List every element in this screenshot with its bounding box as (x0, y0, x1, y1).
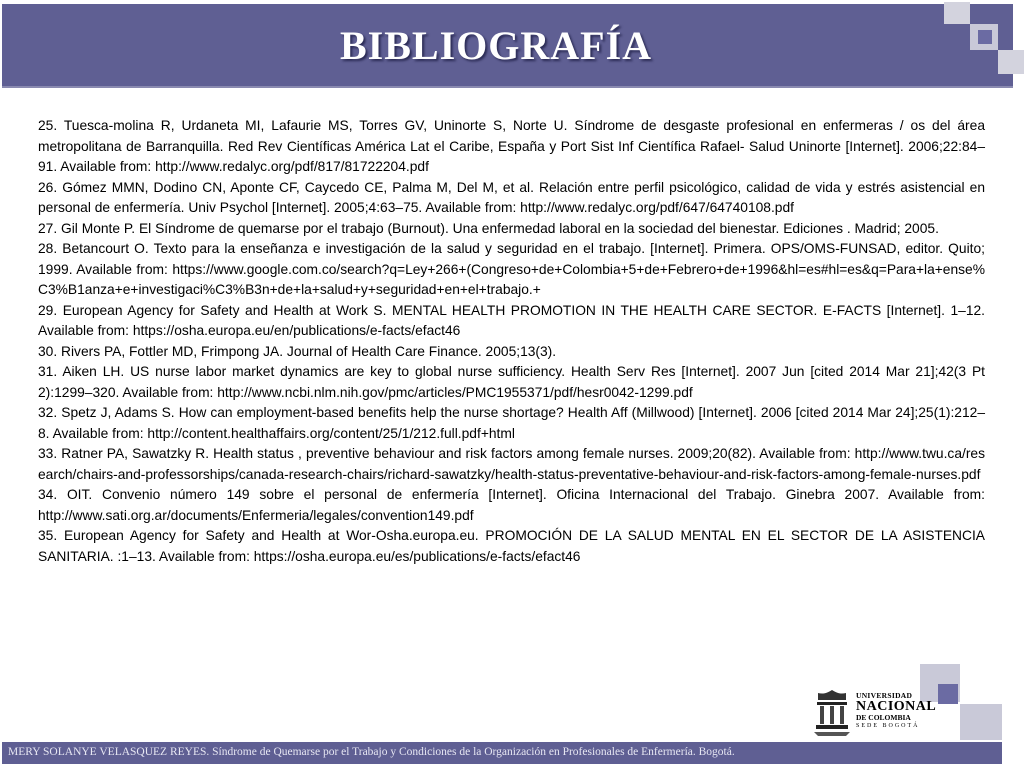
slide-title: BIBLIOGRAFÍA (339, 23, 653, 68)
decor-square (998, 50, 1024, 74)
university-logo (812, 688, 942, 738)
logo-line: NACIONAL (856, 698, 937, 714)
footer-bar (2, 742, 1002, 764)
reference-item: 25. Tuesca-molina R, Urdaneta MI, Lafaurie MS, Torres GV, Uninorte S, Norte U. Síndrome de desgaste profesional en enfermeras / os del área metropolitana de Barranquilla. Red Rev Científicas América Lat el Caribe, España y Port Sist Inf Científica Rafael- Salud Uninorte [Internet]. 2006;22:84–91. Available from: http://www.redalyc.org/pdf/817/81722204.pdf (38, 118, 985, 174)
decor-square (960, 704, 1002, 740)
logo-line: DE COLOMBIA (856, 712, 911, 722)
reference-item: 32. Spetz J, Adams S. How can employment-based benefits help the nurse shortage? Health Aff (Millwood) [Internet]. 2006 [cited 2014 Mar 24];25(1):212–8. Available from: http://content.healthaffairs.org/content/25/1/212.full.pdf+html (38, 405, 985, 441)
reference-url: https://www.google.com.co/search?q=Ley+266+(Congreso+de+Colombia+5+de+Febrero+de+1996&hl=es#hl=es&q=Para+la+ense%C3%B1anza+e+investigaci%C3%B3n+de+la+salud+y+seguridad+en+el+trabajo.+ (38, 261, 985, 297)
reference-url: http://www.twu.ca/research/chairs-and-professorships/canada-research-chairs/richard-sawatzky/health-status-preventative-behaviour-and-risk-factors-among-female-nurses.pdf (38, 446, 985, 482)
reference-item: 35. European Agency for Safety and Health at Wor-Osha.europa.eu. PROMOCIÓN DE LA SALUD MENTAL EN EL SECTOR DE LA ASISTENCIA SANITARIA. :1–13. Available from: https://osha.europa.eu/es/publications/e-facts/efact46 (38, 528, 985, 564)
reference-item: 34. OIT. Convenio número 149 sobre el personal de enfermería [Internet]. Oficina Internacional del Trabajo. Ginebra 2007. Available from: http://www.sati.org.ar/documents/Enfermeria/legales/convention149.pdf (38, 487, 985, 523)
title-bar (2, 4, 1013, 88)
decor-square (944, 2, 970, 24)
coat-of-arms-icon (812, 688, 852, 736)
footer-text: MERY SOLANYE VELASQUEZ REYES. Síndrome de Quemarse por el Trabajo y Condiciones de la Organización en Profesionales de Enfermería. Bogotá. (8, 746, 735, 758)
bibliography-list (38, 116, 985, 567)
logo-line: SEDE BOGOTÁ (856, 723, 920, 729)
reference-item: 26. Gómez MMN, Dodino CN, Aponte CF, Caycedo CE, Palma M, Del M, et al. Relación entre perfil psicológico, calidad de vida y estrés asistencial en personal de enfermería. Univ Psychol [Internet]. 2005;4:63–75. Available from: http://www.redalyc.org/pdf/647/64740108.pdf (38, 179, 985, 215)
reference-item: 27. Gil Monte P. El Síndrome de quemarse por el trabajo (Burnout). Una enfermedad laboral en la sociedad del bienestar. Ediciones . Madrid; 2005. (38, 220, 939, 236)
logo-line: UNIVERSIDAD (856, 691, 913, 700)
reference-item: 30. Rivers PA, Fottler MD, Frimpong JA. Journal of Health Care Finance. 2005;13(3). (38, 343, 557, 359)
reference-item: 33. Ratner PA, Sawatzky R. Health status , preventive behaviour and risk factors among female nurses. 2009;20(82). Available from: http://www.twu.ca/research/chairs-and-professorships/canada-research-chairs/richard-sawatzky/health-status-preventative-behaviour-and-risk-factors-among-female-nurses.pdf (38, 446, 985, 482)
reference-item: 31. Aiken LH. US nurse labor market dynamics are key to global nurse sufficiency. Health Serv Res [Internet]. 2007 Jun [cited 2014 Mar 21];42(3 Pt 2):1299–320. Available from: http://www.ncbi.nlm.nih.gov/pmc/articles/PMC1955371/pdf/hesr0042-1299.pdf (38, 364, 985, 400)
reference-item: 28. Betancourt O. Texto para la enseñanza e investigación de la salud y seguridad en el trabajo. [Internet]. Primera. OPS/OMS-FUNSAD, editor. Quito; 1999. Available from: https://www.google.com.co/search?q=Ley+266+(Congreso+de+Colombia+5+de+Febrero+de+1996&hl=es#hl=es&q=Para+la+ense%C3%B1anza+e+investigaci%C3%B3n+de+la+salud+y+seguridad+en+el+trabajo.+ (38, 241, 985, 297)
decor-square (978, 30, 992, 44)
reference-item: 29. European Agency for Safety and Health at Work S. MENTAL HEALTH PROMOTION IN THE HEALTH CARE SECTOR. E-FACTS [Internet]. 1–12. Available from: https://osha.europa.eu/en/publications/e-facts/efact46 (38, 302, 985, 338)
